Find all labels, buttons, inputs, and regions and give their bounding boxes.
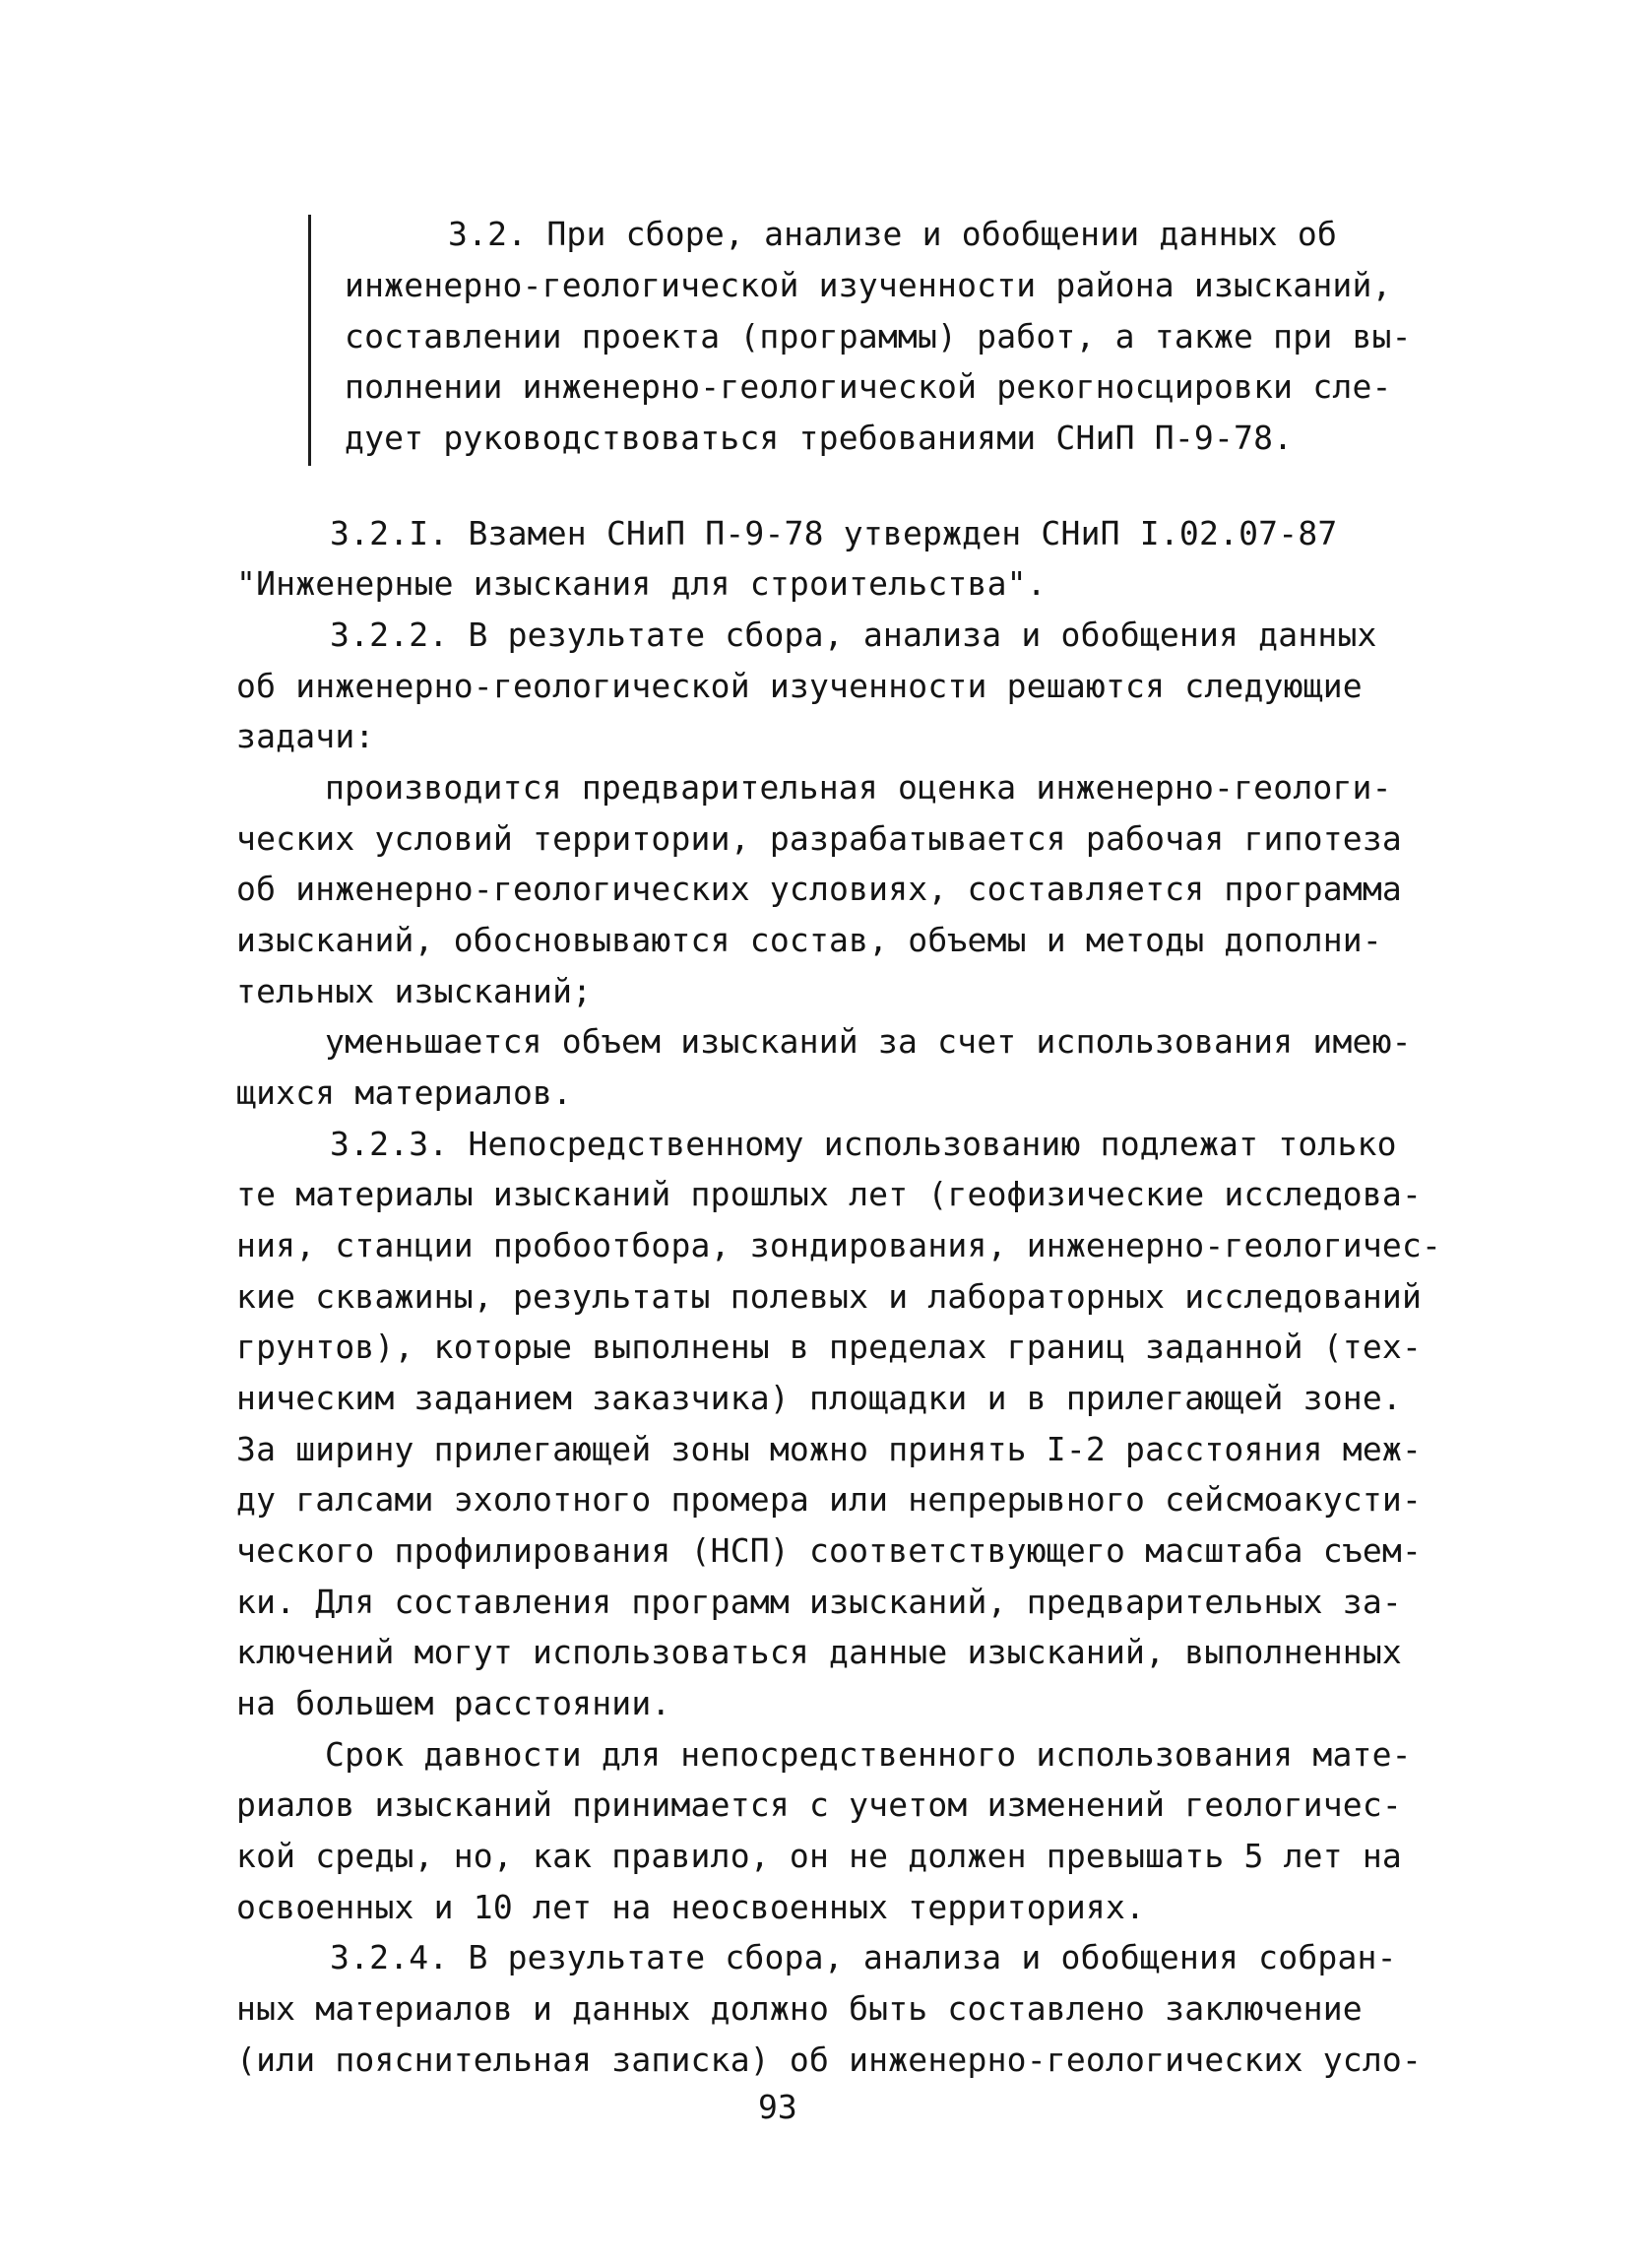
text-line: Срок давности для непосредственного использования мате- xyxy=(325,1735,1412,1774)
text-line: 3.2.I. Взамен СНиП П-9-78 утвержден СНиП I.02.07-87 xyxy=(330,514,1338,552)
text-line: изысканий, обосновываются состав, объемы и методы дополни- xyxy=(236,921,1382,959)
text-line: За ширину прилегающей зоны можно принять I-2 расстояния меж- xyxy=(236,1430,1423,1468)
text-line: кой среды, но, как правило, он не должен превышать 5 лет на xyxy=(236,1837,1402,1875)
text-line: дует руководствоваться требованиями СНиП П-9-78. xyxy=(345,419,1294,457)
text-line: 3.2.2. В результате сбора, анализа и обобщения данных xyxy=(330,615,1377,654)
text-line: те материалы изысканий прошлых лет (геофизические исследова- xyxy=(236,1175,1423,1213)
text-line: ду галсами эхолотного промера или непрерывного сейсмоакусти- xyxy=(236,1480,1423,1519)
text-line: ническим заданием заказчика) площадки и в прилегающей зоне. xyxy=(236,1379,1402,1417)
text-line: кие скважины, результаты полевых и лабораторных исследований xyxy=(236,1277,1423,1316)
text-line: составлении проекта (программы) работ, а также при вы- xyxy=(345,317,1412,356)
text-line: ключений могут использоваться данные изысканий, выполненных xyxy=(236,1633,1402,1671)
text-line: ния, станции пробоотбора, зондирования, инженерно-геологичес- xyxy=(236,1226,1442,1264)
text-line: ных материалов и данных должно быть составлено заключение xyxy=(236,1989,1363,2028)
text-line: 3.2.3. Непосредственному использованию подлежат только xyxy=(330,1125,1397,1163)
text-line: уменьшается объем изысканий за счет использования имею- xyxy=(325,1022,1412,1061)
page-number: 93 xyxy=(758,2088,797,2126)
text-line: щихся материалов. xyxy=(236,1073,573,1112)
text-line: на большем расстоянии. xyxy=(236,1684,671,1722)
text-line: освоенных и 10 лет на неосвоенных территориях. xyxy=(236,1888,1146,1926)
text-line: риалов изысканий принимается с учетом изменений геологичес- xyxy=(236,1785,1402,1824)
text-line: "Инженерные изыскания для строительства". xyxy=(236,564,1047,603)
text-line: полнении инженерно-геологической рекогносцировки сле- xyxy=(345,367,1392,406)
text-line: 3.2. При сборе, анализе и обобщении данных об xyxy=(448,215,1338,253)
text-line: производится предварительная оценка инженерно-геологи- xyxy=(325,768,1392,807)
text-line: 3.2.4. В результате сбора, анализа и обобщения собран- xyxy=(330,1938,1397,1976)
text-line: ческого профилирования (НСП) соответствующего масштаба съем- xyxy=(236,1531,1423,1570)
text-line: ческих условий территории, разрабатывается рабочая гипотеза xyxy=(236,819,1402,858)
text-line: грунтов), которые выполнены в пределах границ заданной (тех- xyxy=(236,1328,1423,1366)
text-line: тельных изысканий; xyxy=(236,972,593,1010)
revision-margin-bar xyxy=(308,215,311,466)
text-line: об инженерно-геологических условиях, составляется программа xyxy=(236,870,1402,908)
text-line: инженерно-геологической изученности района изысканий, xyxy=(345,266,1392,304)
text-line: (или пояснительная записка) об инженерно-геологических усло- xyxy=(236,2040,1423,2079)
text-line: ки. Для составления программ изысканий, предварительных за- xyxy=(236,1583,1402,1621)
text-line: об инженерно-геологической изученности решаются следующие xyxy=(236,667,1363,705)
text-line: задачи: xyxy=(236,717,375,755)
